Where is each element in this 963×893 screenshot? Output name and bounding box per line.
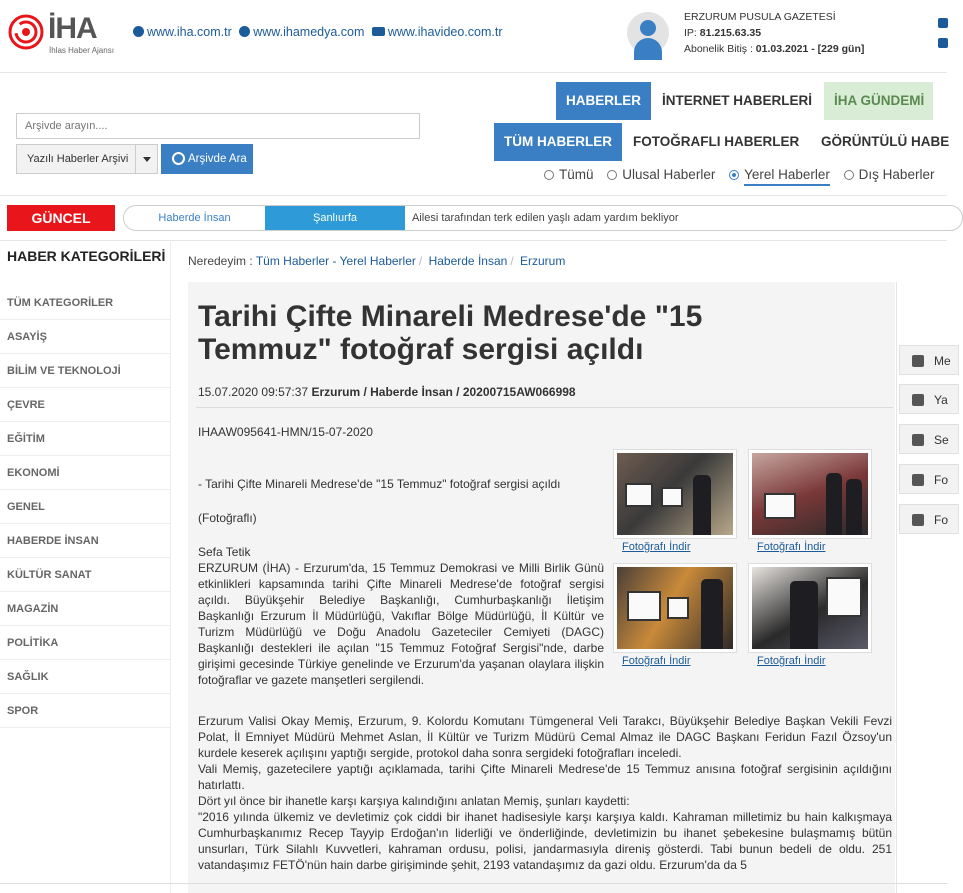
- divider: [0, 72, 947, 73]
- archive-type-select[interactable]: Yazılı Haberler Arşivi: [16, 144, 158, 174]
- download-photo-link[interactable]: Fotoğrafı İndir: [622, 541, 691, 553]
- radio-ulusal[interactable]: Ulusal Haberler: [607, 167, 715, 182]
- breadcrumb-item[interactable]: Erzurum: [520, 254, 566, 268]
- cart-button[interactable]: Se: [899, 424, 959, 454]
- link-iha[interactable]: www.iha.com.tr: [133, 25, 232, 39]
- article-photo[interactable]: [613, 563, 737, 653]
- category-list: [0, 286, 170, 728]
- divider: [170, 240, 171, 893]
- article-paragraph: "2016 yılında ülkemiz ve devletimiz çok ciddi bir ihanet hadisesiyle karşı karşıya kaldı. Kahraman milletimiz bu hain kalkışmaya Cumhurbaşkanımız Recep Tayyip Erdoğan'ın liderliği ve önderliğinde, devletimizin bu ihanet şebekesine bulaşmamış bütün unsurları, Türk Silahlı Kuvvetleri, kahraman ordusu, polisi, jandarmasıyla direniş gösterdi. Tabi bunun bedeli de oldu. 251 vatandaşımız FETÖ'nün hain darbe girişiminde şehit, 2193 vatandaşımız da gazi oldu. Erzurum'da da 5: [198, 810, 892, 872]
- divider: [0, 195, 947, 196]
- breadcrumb-item[interactable]: Tüm Haberler - Yerel Haberler: [255, 254, 416, 268]
- news-ticker[interactable]: [123, 205, 963, 231]
- iha-logo[interactable]: [8, 10, 118, 58]
- article-photo[interactable]: [613, 449, 737, 539]
- globe-icon: [239, 26, 250, 37]
- cart-icon: [912, 434, 924, 446]
- send-icon: [912, 394, 924, 406]
- header-links: [133, 25, 507, 39]
- download-photo-link[interactable]: Fotoğrafı İndir: [622, 655, 691, 667]
- article-code: IHAAW095641-HMN/15-07-2020: [198, 425, 373, 439]
- link-ihavideo[interactable]: www.ihavideo.com.tr: [372, 25, 503, 39]
- category-item[interactable]: TÜM KATEGORİLER: [0, 286, 170, 320]
- logout-icon[interactable]: [938, 38, 948, 48]
- copy-button[interactable]: Me: [899, 345, 959, 375]
- news-filter: [544, 167, 944, 182]
- category-item[interactable]: EKONOMİ: [0, 456, 170, 490]
- categories-title: HABER KATEGORİLERİ: [7, 248, 166, 264]
- category-item[interactable]: HABERDE İNSAN: [0, 524, 170, 558]
- article-paragraph: Vali Memiş, gazetecilere yaptığı açıklamada, tarihi Çifte Minareli Medrese'de 15 Temmuz anısına fotoğraf sergisinin açıldığını hatırlattı.: [198, 762, 892, 792]
- photos-note: (Fotoğraflı): [198, 511, 257, 525]
- ticker-category[interactable]: Haberde İnsan: [158, 212, 231, 224]
- menu-haberler[interactable]: HABERLER: [556, 82, 651, 120]
- logo-text: İHA: [48, 12, 97, 45]
- logo-mark-icon: [8, 12, 44, 52]
- menu-fotografli-haberler[interactable]: FOTOĞRAFLI HABERLER: [633, 134, 800, 149]
- divider: [896, 282, 897, 893]
- divider: [196, 407, 893, 408]
- cloud-download-icon: [912, 474, 924, 486]
- article-photo[interactable]: [748, 563, 872, 653]
- category-item[interactable]: BİLİM VE TEKNOLOJİ: [0, 354, 170, 388]
- article-photo[interactable]: [748, 449, 872, 539]
- divider: [0, 240, 947, 241]
- breadcrumb-item[interactable]: Haberde İnsan: [428, 254, 508, 268]
- user-icon: [640, 20, 656, 36]
- caret-down-icon[interactable]: [143, 157, 151, 162]
- download-photo-link[interactable]: Fotoğrafı İndir: [757, 541, 826, 553]
- category-item[interactable]: KÜLTÜR SANAT: [0, 558, 170, 592]
- radio-tumu[interactable]: Tümü: [544, 167, 594, 182]
- search-plus-icon: [172, 152, 185, 165]
- divider: [0, 883, 947, 884]
- video-camera-icon: [372, 27, 385, 36]
- category-item[interactable]: ASAYİŞ: [0, 320, 170, 354]
- user-actions: [938, 18, 950, 58]
- breadcrumb: Neredeyim : Tüm Haberler - Yerel Haberler / Haberde İnsan / Erzurum: [188, 254, 566, 268]
- category-item[interactable]: GENEL: [0, 490, 170, 524]
- category-item[interactable]: SAĞLIK: [0, 660, 170, 694]
- radio-dis[interactable]: Dış Haberler: [844, 167, 935, 182]
- menu-iha-gundemi[interactable]: İHA GÜNDEMİ: [824, 82, 933, 120]
- menu-internet-haberleri[interactable]: İNTERNET HABERLERİ: [662, 93, 813, 108]
- ip-line: IP: 81.215.63.35: [684, 27, 762, 39]
- article-title: Tarihi Çifte Minareli Medrese'de "15 Temmuz" fotoğraf sergisi açıldı: [198, 300, 703, 366]
- user-settings-icon[interactable]: [938, 18, 948, 28]
- download-photo-link[interactable]: Fotoğrafı İndir: [757, 655, 826, 667]
- archive-search-input[interactable]: [16, 113, 420, 139]
- category-item[interactable]: EĞİTİM: [0, 422, 170, 456]
- copy-icon: [912, 355, 924, 367]
- article-date: 15.07.2020 09:57:37: [198, 385, 309, 399]
- link-ihamedya[interactable]: www.ihamedya.com: [239, 25, 364, 39]
- article-location: Erzurum / Haberde İnsan / 20200715AW066998: [311, 385, 576, 399]
- menu-goruntulu-haberler[interactable]: GÖRÜNTÜLÜ HABE: [821, 134, 950, 149]
- ticker-city[interactable]: Şanlıurfa: [265, 206, 405, 230]
- send-button[interactable]: Ya: [899, 384, 959, 414]
- article-paragraph: Dört yıl önce bir ihanetle karşı karşıya kalındığını anlatan Memiş, şunları kaydetti:: [198, 794, 630, 808]
- menu-tum-haberler[interactable]: TÜM HABERLER: [494, 123, 622, 161]
- company-name: ERZURUM PUSULA GAZETESİ: [684, 11, 836, 23]
- user-info: [684, 9, 864, 57]
- archive-search-button[interactable]: Arşivde Ara: [161, 144, 253, 174]
- category-item[interactable]: MAGAZİN: [0, 592, 170, 626]
- category-item[interactable]: POLİTİKA: [0, 626, 170, 660]
- article-author: Sefa Tetik: [198, 545, 251, 559]
- subscription-line: Abonelik Bitiş : 01.03.2021 - [229 gün]: [684, 43, 865, 55]
- image-icon: [912, 514, 924, 526]
- category-item[interactable]: SPOR: [0, 694, 170, 728]
- ticker-headline[interactable]: Ailesi tarafından terk edilen yaşlı adam yardım bekliyor: [412, 212, 679, 224]
- download-photos-button[interactable]: Fo: [899, 464, 959, 494]
- radio-yerel[interactable]: Yerel Haberler: [729, 167, 830, 182]
- guncel-label: GÜNCEL: [7, 205, 115, 231]
- avatar: [627, 12, 669, 54]
- globe-icon: [133, 26, 144, 37]
- article-body-wide: [198, 713, 892, 873]
- article-paragraph: Erzurum Valisi Okay Memiş, Erzurum, 9. Kolordu Komutanı Tümgeneral Veli Tarakcı, Büyükşehir Belediye Başkan Vekili Fevzi Polat, İl Emniyet Müdürü Mehmet Aslan, İl Kültür ve Turizm Müdürü Cemal Almaz ile DAGC Başkanı Feridun Fazıl Özsoy'un kurdele keserek açılışını yaptığı sergide, protokol daha sonra sergideki fotoğrafları inceledi.: [198, 714, 892, 760]
- article-body-narrow: ERZURUM (İHA) - Erzurum'da, 15 Temmuz Demokrasi ve Milli Birlik Günü etkinlikleri kapsamında tarihi Çifte Minareli Medrese'de fotoğraf sergisi açıldı. Büyükşehir Belediye Başkanlığı, Cumhurbaşkanlığı İletişim Başkanlığı Erzurum İl Müdürlüğü, Vakıflar Bölge Müdürlüğü, İl Kültür ve Turizm Müdürlüğü ve Doğu Anadolu Gazeteciler Cemiyeti (DAGC) Başkanlığı destekleri ile açılan "15 Temmuz Fotoğraf Sergisi"nde, darbe girişimi gecesinde Türkiye genelinde ve Erzurum'da yaşanan olaylara ilişkin fotoğraflar ve gazete manşetleri sergilendi.: [198, 561, 604, 687]
- photo-gallery-button[interactable]: Fo: [899, 504, 959, 534]
- article-lead: - Tarihi Çifte Minareli Medrese'de "15 Temmuz" fotoğraf sergisi açıldı: [198, 477, 561, 491]
- article-meta: [198, 385, 576, 399]
- logo-subtitle: İhlas Haber Ajansı: [49, 46, 114, 55]
- category-item[interactable]: ÇEVRE: [0, 388, 170, 422]
